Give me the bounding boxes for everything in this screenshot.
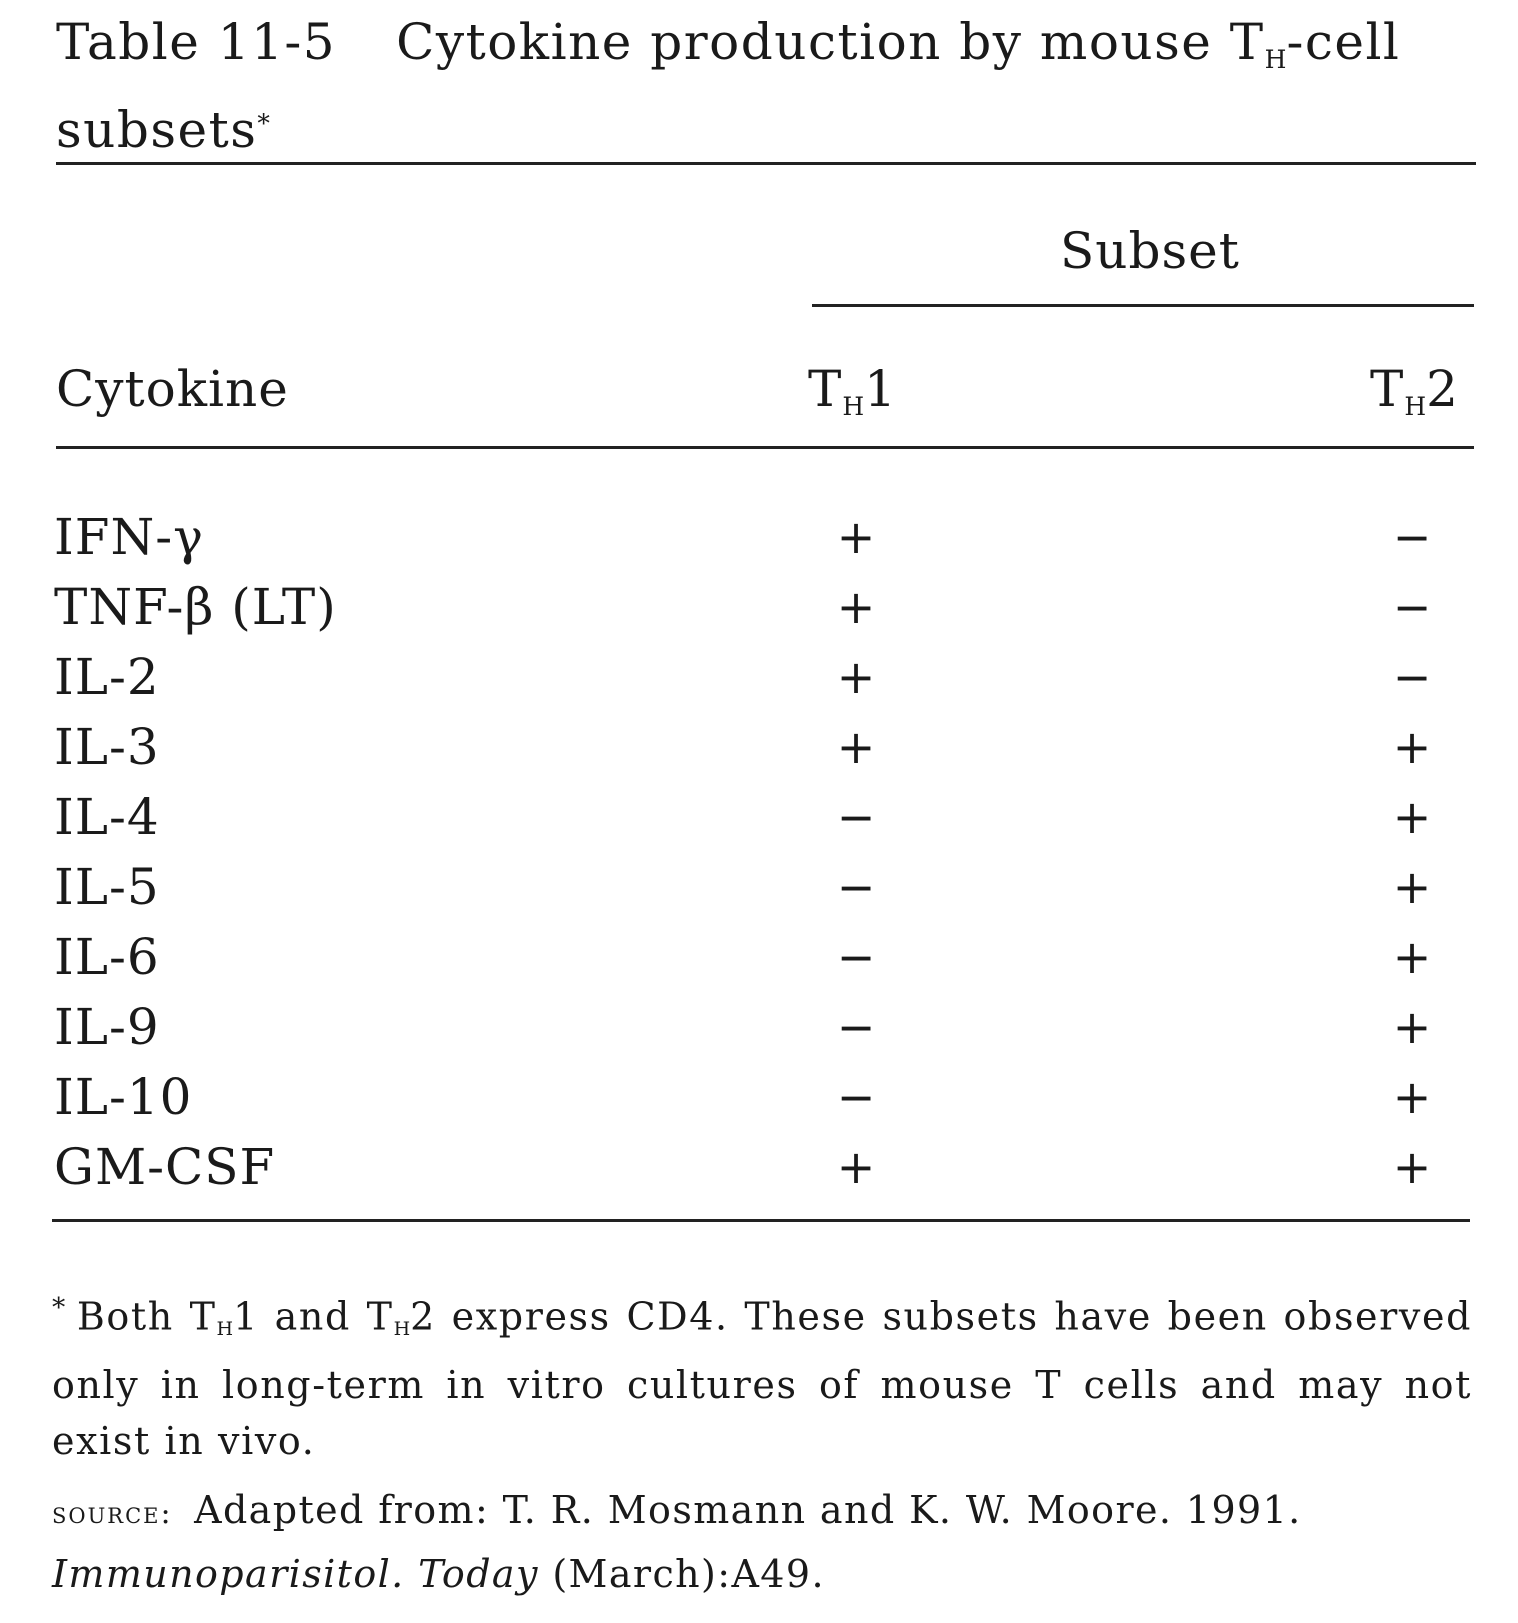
footnote-text-2: 1 and T bbox=[233, 1294, 394, 1339]
th2-cell: + bbox=[1392, 860, 1432, 914]
title-subscript: H bbox=[1264, 44, 1287, 74]
bottom-rule bbox=[52, 1219, 1470, 1222]
source-tail: (March):A49. bbox=[552, 1552, 825, 1596]
th1-cell: − bbox=[836, 860, 876, 914]
cytokine-cell: TNF-β (LT) bbox=[54, 578, 337, 636]
cytokine-cell: IL-10 bbox=[54, 1068, 193, 1126]
th1-cell: − bbox=[836, 790, 876, 844]
th1-header-subscript: H bbox=[842, 391, 865, 421]
cytokine-cell: IL-2 bbox=[54, 648, 160, 706]
footnote-text-1: Both T bbox=[76, 1294, 217, 1339]
source-citation: Adapted from: T. R. Mosmann and K. W. Moore. 1991. bbox=[194, 1488, 1302, 1532]
th1-cell: + bbox=[836, 650, 876, 704]
footnote-subscript-2: H bbox=[393, 1317, 411, 1340]
th2-header-base: T bbox=[1370, 360, 1405, 418]
title-text-2: -cell subsets bbox=[56, 13, 1401, 159]
cytokine-cell: IL-9 bbox=[54, 998, 160, 1056]
th2-cell: − bbox=[1392, 650, 1432, 704]
table-row bbox=[0, 1132, 1518, 1202]
th2-column-header bbox=[1370, 360, 1459, 421]
cytokine-cell: IL-4 bbox=[54, 788, 160, 846]
table-row bbox=[0, 782, 1518, 852]
source-journal: Immunoparisitol. Today bbox=[52, 1552, 539, 1596]
table-footnote bbox=[52, 1280, 1472, 1469]
table-row bbox=[0, 572, 1518, 642]
table-row bbox=[0, 642, 1518, 712]
th2-cell: + bbox=[1392, 720, 1432, 774]
th1-cell: − bbox=[836, 930, 876, 984]
th2-cell: + bbox=[1392, 1140, 1432, 1194]
th1-cell: + bbox=[836, 720, 876, 774]
cytokine-cell: IL-5 bbox=[54, 858, 160, 916]
spanner-rule bbox=[812, 304, 1474, 307]
th2-cell: + bbox=[1392, 790, 1432, 844]
th1-column-header bbox=[808, 360, 897, 421]
cytokine-cell: IFN-γ bbox=[54, 508, 204, 566]
table-row bbox=[0, 502, 1518, 572]
table-row bbox=[0, 852, 1518, 922]
cytokine-cell: IL-3 bbox=[54, 718, 160, 776]
cytokine-cell: GM-CSF bbox=[54, 1138, 276, 1196]
th1-cell: + bbox=[836, 1140, 876, 1194]
header-rule bbox=[56, 446, 1474, 449]
table-row bbox=[0, 922, 1518, 992]
th2-cell: + bbox=[1392, 930, 1432, 984]
th1-cell: − bbox=[836, 1070, 876, 1124]
table-body bbox=[0, 502, 1518, 1202]
th1-header-base: T bbox=[808, 360, 843, 418]
top-rule bbox=[56, 162, 1476, 165]
title-footnote-marker: * bbox=[257, 108, 270, 138]
th1-cell: − bbox=[836, 1000, 876, 1054]
table-row bbox=[0, 1062, 1518, 1132]
title-text-1: Cytokine production by mouse T bbox=[396, 13, 1265, 71]
table-number: Table 11-5 bbox=[56, 13, 337, 71]
th2-cell: + bbox=[1392, 1070, 1432, 1124]
table-row bbox=[0, 992, 1518, 1062]
th1-cell: + bbox=[836, 580, 876, 634]
footnote-text-3: 2 express CD4. These subsets have been observed only in long-term in vitro cultures of mouse T cells and may not exist in vivo. bbox=[52, 1294, 1472, 1463]
th2-cell: + bbox=[1392, 1000, 1432, 1054]
cytokine-column-header: Cytokine bbox=[56, 360, 289, 418]
table-title bbox=[56, 10, 1456, 162]
th2-header-number: 2 bbox=[1426, 360, 1459, 418]
th2-header-subscript: H bbox=[1404, 391, 1427, 421]
subset-spanner-heading: Subset bbox=[1060, 222, 1240, 280]
th2-cell: − bbox=[1392, 580, 1432, 634]
th2-cell: − bbox=[1392, 510, 1432, 564]
footnote-marker: * bbox=[52, 1292, 67, 1323]
footnote-subscript-1: H bbox=[216, 1317, 234, 1340]
source-label: source: bbox=[52, 1496, 173, 1531]
table-row bbox=[0, 712, 1518, 782]
table-source bbox=[52, 1480, 1472, 1604]
th1-header-number: 1 bbox=[864, 360, 897, 418]
th1-cell: + bbox=[836, 510, 876, 564]
cytokine-cell: IL-6 bbox=[54, 928, 160, 986]
